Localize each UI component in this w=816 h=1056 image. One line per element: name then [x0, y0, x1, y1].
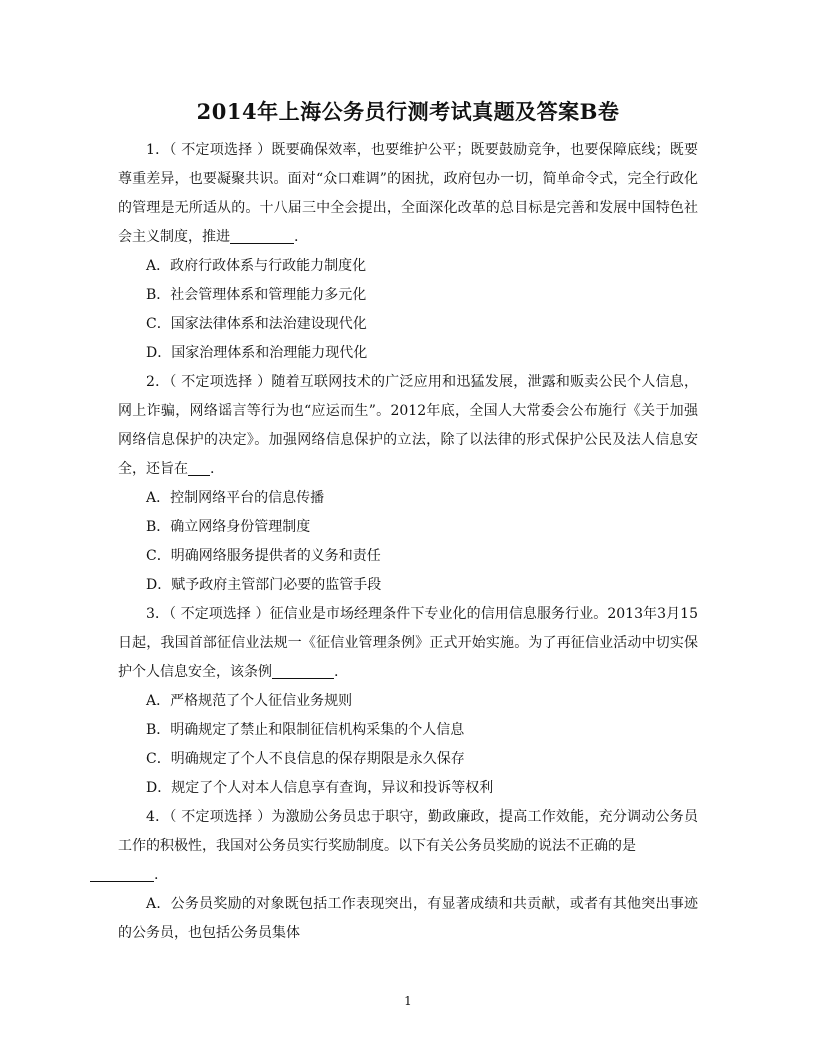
question-1-prefix: 1．（ 不定项选择 ） — [146, 142, 272, 158]
page-number: 1 — [404, 994, 412, 1008]
question-4-option-a: A．公务员奖励的对象既包括工作表现突出，有显著成绩和共贡献，或者有其他突出事迹的公务员，也包括公务员集体 — [118, 896, 698, 941]
question-2-option-a: A．控制网络平台的信息传播 — [146, 490, 325, 506]
question-2-option-d: D．赋予政府主管部门必要的监管手段 — [146, 577, 382, 593]
question-2-option-b: B．确立网络身份管理制度 — [146, 519, 311, 535]
question-3-option-b: B．明确规定了禁止和限制征信机构采集的个人信息 — [146, 722, 465, 738]
answer-blank — [230, 229, 294, 244]
question-2: 2．（ 不定项选择 ）随着互联网技术的广泛应用和迅猛发展，泄露和贩卖公民个人信息，网上诈骗，网络谣言等行为也“应运而生”。2012年底，全国人大常委会公布施行《关于加强网络信息保护的决定》。加强网络信息保护的立法，除了以法律的形式保护公民及法人信息安全，还旨在 . — [118, 374, 699, 477]
document-body — [118, 136, 698, 948]
question-4-prefix: 4．（ 不定项选择 ） — [146, 809, 272, 825]
question-1-text: 既要确保效率，也要维护公平；既要鼓励竞争，也要保障底线；既要尊重差异，也要凝聚共识。面对“众口难调”的困扰，政府包办一切，简单命令式，完全行政化的管理是无所适从的。十八届三中全会提出，全面深化改革的总目标是完善和发展中国特色社会主义制度，推进 — [118, 142, 699, 245]
question-3-prefix: 3．（ 不定项选择 ） — [146, 606, 270, 622]
question-1-option-b: B．社会管理体系和管理能力多元化 — [146, 287, 367, 303]
question-3: 3．（ 不定项选择 ）征信业是市场经理条件下专业化的信用信息服务行业。2013年3月15日起，我国首部征信业法规一《征信业管理条例》正式开始实施。为了再征信业活动中切实保护个人信息安全，该条例 . — [118, 606, 698, 680]
question-2-prefix: 2．（ 不定项选择 ） — [146, 374, 272, 390]
question-1: 1．（ 不定项选择 ）既要确保效率，也要维护公平；既要鼓励竞争，也要保障底线；既要尊重差异，也要凝聚共识。面对“众口难调”的困扰，政府包办一切，简单命令式，完全行政化的管理是无所适从的。十八届三中全会提出，全面深化改革的总目标是完善和发展中国特色社会主义制度，推进 . — [118, 142, 699, 245]
answer-blank — [272, 664, 334, 679]
question-3-text: 征信业是市场经理条件下专业化的信用信息服务行业。2013年3月15日起，我国首部征信业法规一《征信业管理条例》正式开始实施。为了再征信业活动中切实保护个人信息安全，该条例 — [118, 606, 698, 680]
question-1-option-c: C．国家法律体系和法治建设现代化 — [146, 316, 367, 332]
question-3-option-d: D．规定了个人对本人信息享有查询，异议和投诉等权利 — [146, 780, 494, 796]
answer-blank — [90, 867, 154, 882]
question-4: 4．（ 不定项选择 ）为激励公务员忠于职守，勤政廉政，提高工作效能，充分调动公务员工作的积极性，我国对公务员实行奖励制度。以下有关公务员奖励的说法不正确的是 . — [118, 803, 698, 890]
answer-blank — [188, 461, 210, 476]
question-3-option-c: C．明确规定了个人不良信息的保存期限是永久保存 — [146, 751, 465, 767]
document-title: 2014年上海公务员行测考试真题及答案B卷 — [196, 99, 620, 124]
question-3-option-a: A．严格规范了个人征信业务规则 — [146, 693, 353, 709]
question-1-option-a: A．政府行政体系与行政能力制度化 — [146, 258, 367, 274]
question-2-option-c: C．明确网络服务提供者的义务和责任 — [146, 548, 381, 564]
question-1-option-d: D．国家治理体系和治理能力现代化 — [146, 345, 368, 361]
question-4-text: 为激励公务员忠于职守，勤政廉政，提高工作效能，充分调动公务员工作的积极性，我国对公务员实行奖励制度。以下有关公务员奖励的说法不正确的是 — [118, 809, 699, 854]
question-2-text: 随着互联网技术的广泛应用和迅猛发展，泄露和贩卖公民个人信息，网上诈骗，网络谣言等行为也“应运而生”。2012年底，全国人大常委会公布施行《关于加强网络信息保护的决定》。加强网络信息保护的立法，除了以法律的形式保护公民及法人信息安全，还旨在 — [118, 374, 699, 477]
